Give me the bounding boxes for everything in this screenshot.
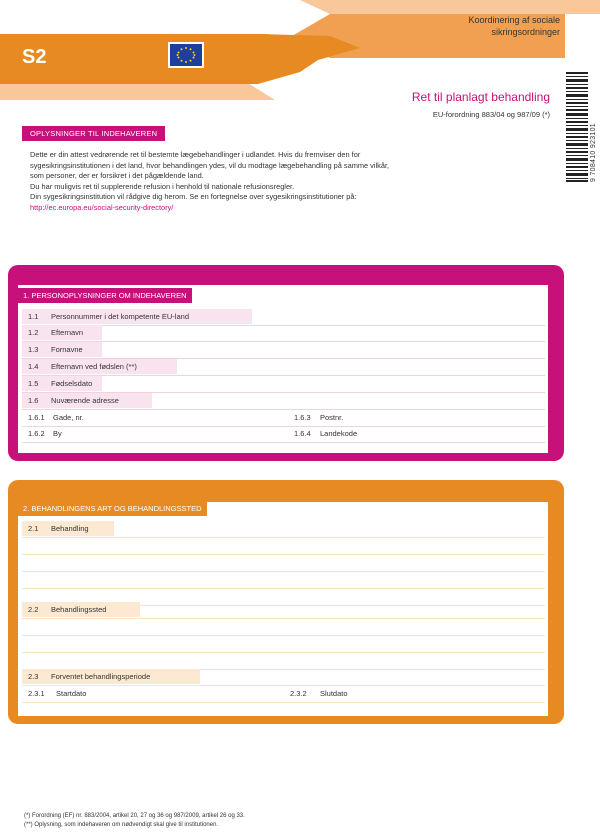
section-2-heading: 2. BEHANDLINGENS ART OG BEHANDLINGSSTED — [18, 501, 207, 516]
footnote-2: (**) Oplysning, som indehaveren om nødvendigt skal give til institutionen. — [24, 822, 219, 828]
city-label[interactable]: By — [53, 429, 62, 438]
field-number: 1.4 — [28, 362, 39, 371]
agency-line-2: sikringsordninger — [491, 27, 560, 37]
field-surname[interactable] — [22, 325, 545, 342]
field-label: Personnummer i det kompetente EU-land — [51, 312, 189, 321]
field-number: 2.3 — [28, 672, 39, 681]
footnote-1: (*) Forordning (EF) nr. 883/2004, artikel 20, 27 og 36 og 987/2009, artikel 26 og 33. — [24, 813, 245, 819]
address-row-2 — [22, 426, 545, 443]
place-line[interactable] — [22, 619, 545, 636]
field-date-of-birth[interactable] — [22, 376, 545, 393]
treatment-line[interactable] — [22, 538, 545, 555]
intro-line: Du har muligvis ret til supplerende refusion i henhold til nationale refusionsregler. — [30, 181, 295, 191]
eu-flag-icon — [168, 42, 204, 68]
regulation-reference: EU-forordning 883/04 og 987/09 (*) — [432, 110, 550, 119]
info-section-label: OPLYSNINGER TIL INDEHAVEREN — [22, 126, 165, 141]
end-date-number: 2.3.2 — [290, 689, 307, 698]
intro-line: Dette er din attest vedrørende ret til bestemte lægebehandlinger i udlandet. Hvis du fremviser den for — [30, 150, 361, 159]
treatment-line[interactable] — [22, 555, 545, 572]
footnotes — [24, 812, 245, 830]
field-number: 2.2 — [28, 605, 39, 614]
intro-line: sygesikringsinstitutionen i det land, hvor behandlingen ydes, vil du modtage lægebehandling på samme vilkår, — [30, 160, 390, 170]
agency-name — [360, 14, 560, 38]
field-forenames[interactable] — [22, 342, 545, 359]
postal-number-label: 1.6.3 — [294, 413, 311, 422]
field-number: 1.5 — [28, 379, 39, 388]
field-label: Behandlingssted — [51, 605, 107, 614]
postal-code-label[interactable]: Postnr. — [320, 413, 344, 422]
city-number-label: 1.6.2 — [28, 429, 45, 438]
barcode — [566, 72, 588, 182]
field-label: Efternavn ved fødslen (**) — [51, 362, 137, 371]
treatment-header — [22, 521, 545, 538]
peach-ribbon-upper — [300, 0, 600, 14]
country-code-label[interactable]: Landekode — [320, 429, 358, 438]
field-number: 1.2 — [28, 328, 39, 337]
field-label: Nuværende adresse — [51, 396, 119, 405]
form-code: S2 — [22, 46, 47, 68]
place-line[interactable] — [22, 636, 545, 653]
field-label: Efternavn — [51, 328, 84, 337]
field-number: 1.3 — [28, 345, 39, 354]
field-personal-number[interactable] — [22, 309, 545, 326]
treatment-line[interactable] — [22, 572, 545, 589]
orange-band — [0, 34, 318, 84]
period-dates-row — [22, 686, 545, 703]
country-number-label: 1.6.4 — [294, 429, 311, 438]
place-line[interactable] — [22, 653, 545, 670]
start-date-number: 2.3.1 — [28, 689, 45, 698]
field-label: Fornavne — [51, 345, 83, 354]
address-row-1 — [22, 410, 545, 427]
barcode-number: 9 708410 923101 — [590, 123, 597, 182]
field-number: 1.6 — [28, 396, 39, 405]
street-number-label: 1.6.1 — [28, 413, 45, 422]
street-label[interactable]: Gade, nr. — [53, 413, 84, 422]
intro-text — [30, 150, 510, 213]
form-title: Ret til planlagt behandling — [411, 90, 550, 104]
place-header — [22, 602, 545, 619]
intro-line: som personer, der er forsikret i det pågældende land. — [30, 171, 204, 180]
field-birth-surname[interactable] — [22, 359, 545, 376]
agency-line-1: Koordinering af sociale — [468, 15, 560, 25]
start-date-label[interactable]: Startdato — [56, 689, 87, 698]
field-number: 1.1 — [28, 312, 39, 321]
section-1-heading: 1. PERSONOPLYSNINGER OM INDEHAVEREN — [18, 288, 192, 303]
field-label: Fødselsdato — [51, 379, 93, 388]
field-current-address — [22, 393, 545, 410]
field-label: Behandling — [51, 524, 89, 533]
field-number: 2.1 — [28, 524, 39, 533]
end-date-label[interactable]: Slutdato — [320, 689, 348, 698]
directory-link[interactable]: http://ec.europa.eu/social-security-directory/ — [30, 202, 174, 212]
period-header — [22, 669, 545, 686]
field-label: Forventet behandlingsperiode — [51, 672, 151, 681]
intro-line: Din sygesikringsinstitution vil rådgive dig herom. Se en fortegnelse over sygesikringsinstitutioner på: — [30, 192, 357, 201]
